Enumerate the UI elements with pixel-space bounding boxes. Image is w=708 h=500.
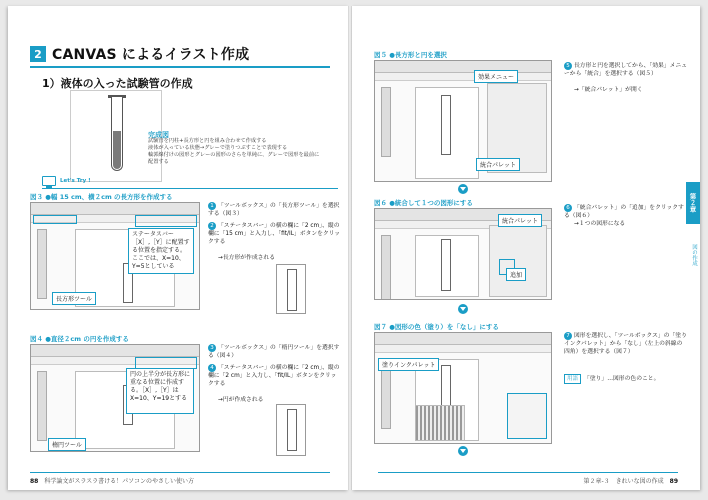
step-text: 「ステータスバー」の横の欄に「2 cm」、縦の欄に「15 cm」と入力し、「fit/IL」ボタンをクリックする	[208, 223, 341, 245]
toolbox-panel	[37, 371, 47, 441]
step-number: 5	[564, 62, 572, 70]
app-titlebar	[375, 61, 551, 73]
app-toolbar	[375, 345, 551, 353]
app-titlebar	[31, 345, 199, 357]
figure3-caption: 図３ ●幅 15 cm、横２cm の長方形を作成する	[30, 193, 173, 201]
footer-rule	[378, 472, 678, 473]
figure4-tag: 楕円ツール	[48, 438, 86, 451]
page-number: 88	[30, 478, 39, 485]
lets-try-label: Let's Try !	[60, 178, 91, 184]
rectangle-shape	[441, 95, 451, 155]
chapter-tab: 第２章	[686, 182, 700, 224]
subsection-title: 1）液体の入った試験管の作成	[42, 77, 193, 90]
lets-try-heading	[42, 176, 91, 186]
term-text: 「塗り」…図形の色のこと。	[584, 376, 660, 382]
chapter-subtitle: 図の作成	[691, 244, 697, 266]
page-number: 89	[669, 478, 678, 485]
arrow-down-icon	[458, 184, 468, 194]
step-text: 図形を選択し、「ツールボックス」の「塗りインクパレット」から「なし」（左上の斜線の四角）を選択する（図７）	[564, 333, 687, 355]
rectangle-shape	[441, 239, 451, 291]
arrow-down-icon	[458, 304, 468, 314]
palette-zoom-highlight	[507, 393, 547, 439]
section-rule	[30, 66, 330, 68]
step-5	[564, 62, 688, 78]
step-number: 2	[208, 222, 216, 230]
toolbox-panel	[37, 229, 47, 299]
term-note	[564, 374, 688, 384]
toolbox-panel	[381, 235, 391, 300]
done-line: 配置する	[148, 159, 169, 165]
figure4-detail	[276, 404, 306, 456]
term-badge: 用語	[564, 374, 581, 384]
rectangle-shape	[441, 365, 451, 409]
statusbar-highlight	[33, 215, 77, 224]
figure6-tag-palette: 統合パレット	[498, 214, 542, 227]
figure3-callout: ステータスバー［X］,［Y］に配置する位置を指定する。ここでは、X=10、Y=5としている	[128, 228, 194, 274]
footer-rule	[30, 472, 330, 473]
step-result: →円が作成される	[218, 397, 264, 403]
app-titlebar	[31, 203, 199, 215]
figure3-detail	[276, 264, 306, 314]
step-text: 「ツールボックス」の「楕円ツール」を選択する（図４）	[208, 345, 340, 359]
lets-try-rule	[42, 188, 338, 189]
fill-ink-palette	[415, 405, 465, 441]
step-number: 3	[208, 344, 216, 352]
section-heading	[30, 44, 249, 64]
step-2	[208, 222, 342, 246]
step-number: 7	[564, 332, 572, 340]
step-result: →「統合パレット」が開く	[574, 87, 643, 93]
figure4-callout: 円の上半分が長方形に重なる位置に作成する。［X］,［Y］はX=10、Y=19とする	[126, 368, 194, 414]
figure4-caption: 図４ ●直径２cm の円を作成する	[30, 335, 129, 343]
step-result: →１つの図形になる	[574, 221, 626, 227]
step-result: →長方形が作成される	[218, 255, 276, 261]
test-tube	[111, 97, 123, 171]
step-number: 4	[208, 364, 216, 372]
step-4	[208, 364, 342, 388]
step-3	[208, 344, 342, 360]
step-text: 「ステータスバー」の横の欄に「2 cm」、縦の欄に「2 cm」と入力し、「fit/IL」ボタンをクリックする	[208, 365, 340, 387]
figure6-tag-add: 追加	[506, 268, 526, 281]
computer-icon	[42, 176, 56, 186]
step-text: 「統合パレット」の「追加」をクリックする（図６）	[564, 205, 684, 219]
step-1	[208, 202, 342, 218]
section-title: CANVAS によるイラスト作成	[52, 47, 250, 63]
app-toolbar	[375, 73, 551, 81]
figure5-tag-palette: 統合パレット	[476, 158, 520, 171]
right-footer	[583, 476, 678, 485]
step-6	[564, 204, 688, 220]
figure7-caption: 図７ ●図形の色（塗り）を「なし」にする	[374, 323, 499, 331]
step-number: 1	[208, 202, 216, 210]
running-title: 第２章-３ きれいな図の作成	[583, 478, 664, 485]
step-number: 6	[564, 204, 572, 212]
integration-palette	[489, 225, 547, 297]
step-text: 長方形と円を選択してから、「効果」メニューから「統合」を選択する（図５）	[564, 63, 688, 77]
step-7	[564, 332, 688, 356]
step-text: 「ツールボックス」の「長方形ツール」を選択する（図３）	[208, 203, 340, 217]
left-footer	[30, 476, 194, 485]
app-titlebar	[375, 333, 551, 345]
figure5-screenshot	[374, 60, 552, 182]
toolbox-panel	[381, 87, 391, 157]
figure7-screenshot	[374, 332, 552, 444]
left-page	[8, 6, 348, 490]
arrow-down-icon	[458, 446, 468, 456]
test-tube-liquid	[113, 131, 121, 169]
done-line: 試験管を円柱+長方形と円を組み合わせて作成する	[148, 138, 267, 144]
done-line: 輪郭線付けの図形とグレーの図形のさらを単純に、グレーで図形を最前に	[148, 152, 320, 158]
figure5-tag-menu: 効果メニュー	[474, 70, 518, 83]
figure6-caption: 図６ ●統合して１つの図形にする	[374, 199, 473, 207]
figure5-caption: 図５ ●長方形と円を選択	[374, 51, 447, 59]
section-number: 2	[30, 46, 46, 62]
figure7-tag: 塗りインクパレット	[378, 358, 439, 371]
done-label: 完成図	[148, 131, 169, 139]
rectangle-detail	[287, 409, 297, 451]
running-title: 科学論文がスラスラ書ける！パソコンのやさしい使い方	[44, 478, 195, 485]
statusbar-highlight	[135, 215, 197, 227]
right-page	[352, 6, 700, 490]
done-line: 液体が入っている状態→グレーで塗りつぶすことで表現する	[148, 145, 288, 151]
figure3-tag: 長方形ツール	[52, 292, 96, 305]
rectangle-detail	[287, 269, 297, 311]
